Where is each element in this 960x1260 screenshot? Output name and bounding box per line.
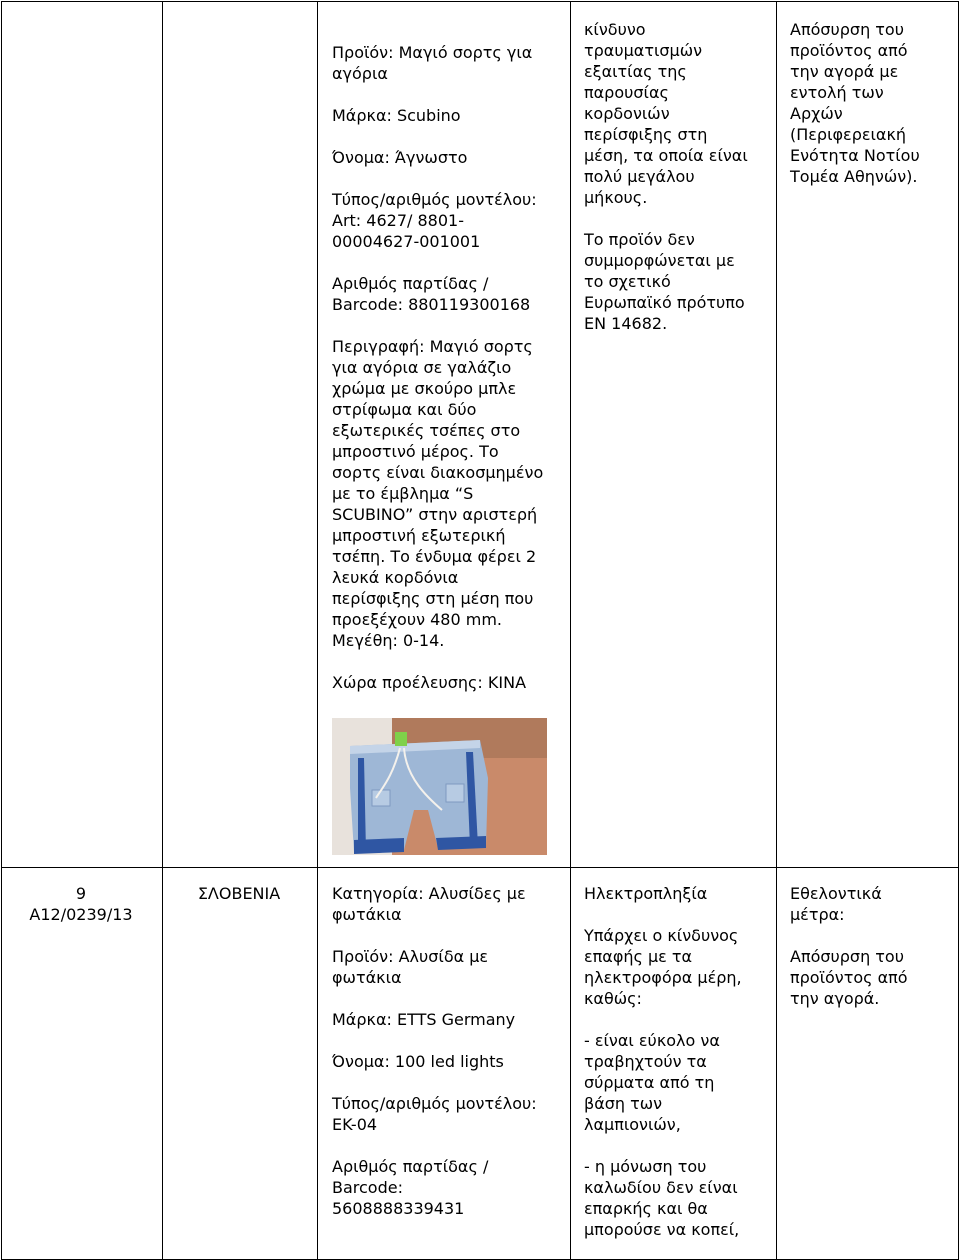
model-line: Τύπος/αριθμός μοντέλου: [332, 1094, 537, 1113]
risk-line: πολύ μεγάλου [584, 167, 695, 186]
description-line: προεξέχουν 480 mm. [332, 610, 502, 629]
name-line: Όνομα: Άγνωστο [332, 148, 468, 167]
risk-description [584, 19, 774, 334]
product-description [332, 883, 567, 1219]
alert-index: 9 [75, 884, 87, 903]
description-line: σορτς είναι διακοσμημένο [332, 463, 544, 482]
batch-line: Barcode: 880119300168 [332, 295, 531, 314]
risk-line: περίσφιξης στη [584, 125, 708, 144]
risk-line: - είναι εύκολο να [584, 1031, 720, 1050]
risk-line: - η μόνωση του [584, 1157, 707, 1176]
pocket-right [446, 784, 464, 802]
risk-line: συμμορφώνεται με [584, 251, 735, 270]
risk-line: καλωδίου δεν είναι [584, 1178, 738, 1197]
product-description [332, 42, 562, 693]
product-line: Προϊόν: Αλυσίδα με [332, 947, 489, 966]
risk-line: κορδονιών [584, 104, 670, 123]
name-line: Όνομα: 100 led lights [332, 1052, 504, 1071]
risk-line: το σχετικό [584, 272, 671, 291]
risk-paragraph [584, 1030, 774, 1135]
origin-line: Χώρα προέλευσης: ΚΙΝΑ [332, 673, 527, 692]
description-line: τσέπη. Το ένδυμα φέρει 2 [332, 547, 537, 566]
risk-line: τραυματισμών [584, 41, 703, 60]
country-cell-empty [163, 2, 318, 868]
risk-line: επαφής με τα [584, 947, 693, 966]
category-line: Κατηγορία: Αλυσίδες με [332, 884, 526, 903]
risk-paragraph [584, 229, 774, 334]
description-line: για αγόρια σε γαλάζιο [332, 358, 512, 377]
product-line: φωτάκια [332, 968, 402, 987]
measures-line: Απόσυρση του [790, 20, 904, 39]
description-line: SCUBINO” στην αριστερή [332, 505, 538, 524]
measures-title: Εθελοντικά [790, 884, 882, 903]
risk-line: εξαιτίας της [584, 62, 687, 81]
batch-line: Barcode: [332, 1178, 403, 1197]
number-cell [2, 868, 163, 1260]
measures-line: προϊόντος από [790, 41, 908, 60]
risk-cell [571, 2, 777, 868]
risk-line: EN 14682. [584, 314, 668, 333]
model-line: Art: 4627/ 8801- [332, 211, 464, 230]
risk-description [584, 883, 774, 1240]
product-photo [332, 718, 547, 855]
description-line: εξωτερικές τσέπες στο [332, 421, 521, 440]
description-line: μπροστινό μέρος. Το [332, 442, 499, 461]
description-line: λευκά κορδόνια [332, 568, 459, 587]
measures-description [790, 19, 955, 187]
measures-title: μέτρα: [790, 905, 845, 924]
alerts-table [1, 1, 959, 1260]
alert-number [2, 883, 160, 925]
risk-cell [571, 868, 777, 1260]
description-line: Περιγραφή: Μαγιό σορτς [332, 337, 533, 356]
model-line: Τύπος/αριθμός μοντέλου: [332, 190, 537, 209]
table-row [2, 2, 959, 868]
country-cell [163, 868, 318, 1260]
pocket-left [372, 790, 390, 806]
measures-cell [777, 868, 959, 1260]
batch-line: Αριθμός παρτίδας / [332, 274, 489, 293]
description-line: Μεγέθη: 0-14. [332, 631, 445, 650]
description-line: στρίφωμα και δύο [332, 400, 477, 419]
risk-title: Ηλεκτροπληξία [584, 884, 708, 903]
measures-line: Απόσυρση του [790, 947, 904, 966]
description-line: με το έμβλημα “S [332, 484, 474, 503]
risk-line: βάση των [584, 1094, 663, 1113]
batch-line: 5608888339431 [332, 1199, 465, 1218]
risk-line: καθώς: [584, 989, 642, 1008]
product-cell [318, 2, 571, 868]
product-cell [318, 868, 571, 1260]
risk-paragraph [584, 1156, 774, 1240]
risk-line: παρουσίας [584, 83, 669, 102]
measures-line: Αρχών [790, 104, 843, 123]
risk-line: Υπάρχει ο κίνδυνος [584, 926, 739, 945]
description-line: χρώμα με σκούρο μπλε [332, 379, 517, 398]
batch-line: Αριθμός παρτίδας / [332, 1157, 489, 1176]
measures-line: (Περιφερειακή [790, 125, 907, 144]
tag-label [395, 732, 407, 746]
risk-line: λαμπιονιών, [584, 1115, 681, 1134]
risk-paragraph [584, 19, 774, 208]
category-line: φωτάκια [332, 905, 402, 924]
risk-line: μέση, τα οποία είναι [584, 146, 748, 165]
risk-line: Το προϊόν δεν [584, 230, 695, 249]
brand-line: Μάρκα: ETTS Germany [332, 1010, 516, 1029]
table-row [2, 868, 959, 1260]
model-line: 00004627-001001 [332, 232, 481, 251]
measures-cell [777, 2, 959, 868]
description-line: περίσφιξης στη μέση που [332, 589, 534, 608]
description-line: μπροστινή εξωτερική [332, 526, 506, 545]
product-line: Προϊόν: Μαγιό σορτς για [332, 43, 533, 62]
measures-line: εντολή των [790, 83, 884, 102]
risk-line: σύρματα από τη [584, 1073, 715, 1092]
risk-paragraph [584, 925, 774, 1009]
risk-line: μπορούσε να κοπεί, [584, 1220, 740, 1239]
measures-description [790, 883, 955, 1009]
product-line: αγόρια [332, 64, 388, 83]
number-cell-empty [2, 2, 163, 868]
model-line: EK-04 [332, 1115, 378, 1134]
brand-line: Μάρκα: Scubino [332, 106, 461, 125]
measures-line: την αγορά. [790, 989, 880, 1008]
hem-left [354, 838, 404, 854]
risk-line: μήκους. [584, 188, 648, 207]
alert-reference: A12/0239/13 [29, 905, 133, 924]
measures-line: Τομέα Αθηνών). [790, 167, 918, 186]
measures-line: την αγορά με [790, 62, 899, 81]
measures-line: προϊόντος από [790, 968, 908, 987]
risk-line: επαρκής και θα [584, 1199, 708, 1218]
description-paragraph [332, 336, 562, 651]
risk-line: τραβηχτούν τα [584, 1052, 707, 1071]
risk-line: ηλεκτροφόρα μέρη, [584, 968, 742, 987]
hem-right [436, 836, 486, 850]
measures-line: Ενότητα Νοτίου [790, 146, 920, 165]
risk-line: κίνδυνο [584, 20, 646, 39]
risk-line: Ευρωπαϊκό πρότυπο [584, 293, 745, 312]
country-name: ΣΛΟΒΕΝΙΑ [197, 884, 281, 903]
